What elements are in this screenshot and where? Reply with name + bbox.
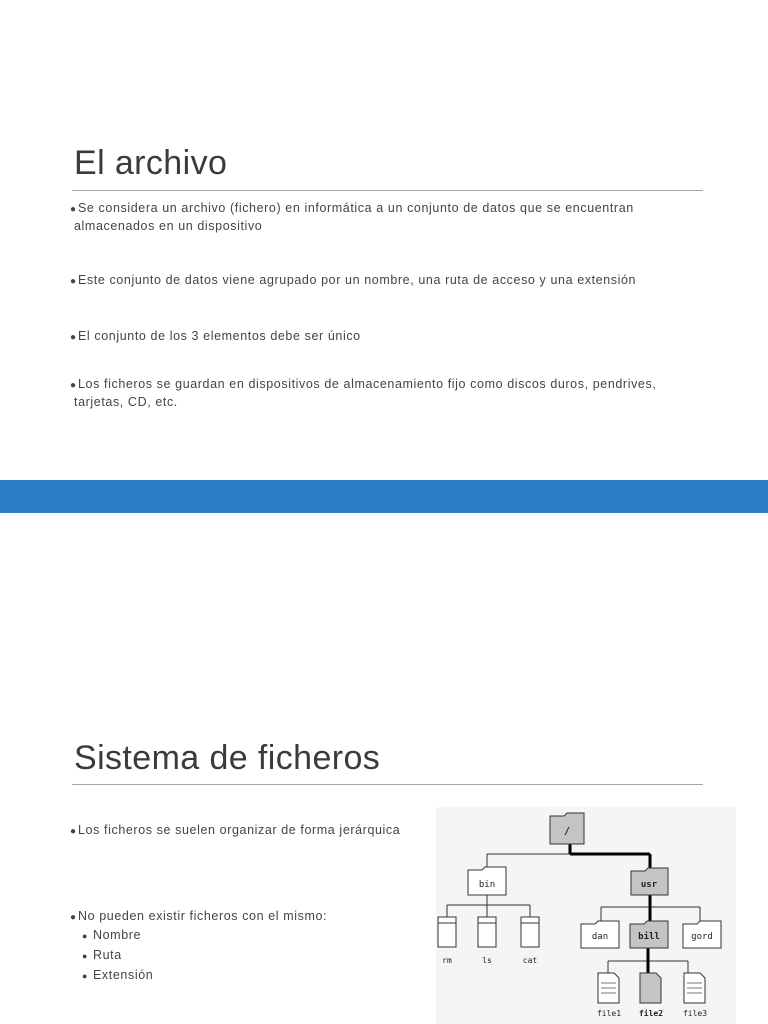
tree-connectors xyxy=(447,844,700,973)
file-icon xyxy=(597,973,621,1018)
folder-icon xyxy=(581,921,619,948)
sub-bullet-text: Nombre xyxy=(93,928,142,942)
bullet-item xyxy=(70,272,670,290)
sub-bullet-item xyxy=(82,968,153,982)
folder-icon xyxy=(631,868,668,895)
file-icon xyxy=(478,917,496,965)
folder-label: bill xyxy=(638,932,660,942)
slide-title: Sistema de ficheros xyxy=(74,739,381,777)
bullet-dot-icon: ● xyxy=(70,204,77,215)
file-icon xyxy=(639,973,663,1018)
file-tree-diagram xyxy=(436,807,736,1024)
bullet-text-continued: almacenados en un dispositivo xyxy=(74,219,263,233)
file-label: file2 xyxy=(638,1009,664,1018)
folder-icon xyxy=(630,921,668,948)
file-icon xyxy=(521,917,539,965)
tree-highlight-path xyxy=(570,844,650,973)
folder-label: gord xyxy=(691,932,713,942)
bullet-text: Se considera un archivo (fichero) en informática a un conjunto de datos que se encuentran xyxy=(78,201,634,215)
file-label: cat xyxy=(522,956,538,965)
slide-divider-band xyxy=(0,480,768,513)
title-rule xyxy=(72,190,703,191)
bullet-text: El conjunto de los 3 elementos debe ser único xyxy=(78,329,361,343)
sub-bullet-dot-icon: ● xyxy=(82,951,89,961)
file-label: file3 xyxy=(682,1009,708,1018)
folder-icon xyxy=(683,921,721,948)
bullet-item xyxy=(70,376,670,410)
bullet-text: No pueden existir ficheros con el mismo: xyxy=(78,909,328,923)
folder-label: bin xyxy=(478,880,496,890)
bullet-item xyxy=(70,328,670,346)
sub-bullet-dot-icon: ● xyxy=(82,931,89,941)
bullet-item xyxy=(70,200,670,234)
bullet-dot-icon: ● xyxy=(70,380,77,391)
sub-bullet-text: Extensión xyxy=(93,968,154,982)
folder-label: / xyxy=(563,826,571,837)
file-label: ls xyxy=(482,956,492,965)
slide-title: El archivo xyxy=(74,144,228,182)
bullet-dot-icon: ● xyxy=(70,276,77,287)
bullet-item xyxy=(70,822,430,840)
sub-bullet-dot-icon: ● xyxy=(82,971,89,981)
folder-label: usr xyxy=(640,880,658,890)
title-rule xyxy=(72,784,703,785)
bullet-text: Los ficheros se guardan en dispositivos de almacenamiento fijo como discos duros, pendrives, xyxy=(78,377,657,391)
bullet-item xyxy=(70,908,430,926)
file-tree-svg xyxy=(436,807,736,1024)
sub-bullet-item xyxy=(82,928,141,942)
bullet-dot-icon: ● xyxy=(70,912,77,923)
slide-sistema-de-ficheros xyxy=(0,513,768,1024)
bullet-text-continued: tarjetas, CD, etc. xyxy=(74,395,178,409)
folder-icon xyxy=(468,867,506,895)
bullet-dot-icon: ● xyxy=(70,826,77,837)
folder-label: dan xyxy=(591,932,609,942)
bullet-text: Este conjunto de datos viene agrupado por un nombre, una ruta de acceso y una extensión xyxy=(78,273,637,287)
file-label: rm xyxy=(442,956,452,965)
bullet-text: Los ficheros se suelen organizar de forma jerárquica xyxy=(78,823,401,837)
folder-icon xyxy=(550,813,584,844)
file-icon xyxy=(683,973,707,1018)
bullet-dot-icon: ● xyxy=(70,332,77,343)
file-label: file1 xyxy=(596,1009,622,1018)
slide-el-archivo xyxy=(0,0,768,480)
file-icon xyxy=(438,917,456,965)
sub-bullet-text: Ruta xyxy=(93,948,122,962)
sub-bullet-item xyxy=(82,948,122,962)
